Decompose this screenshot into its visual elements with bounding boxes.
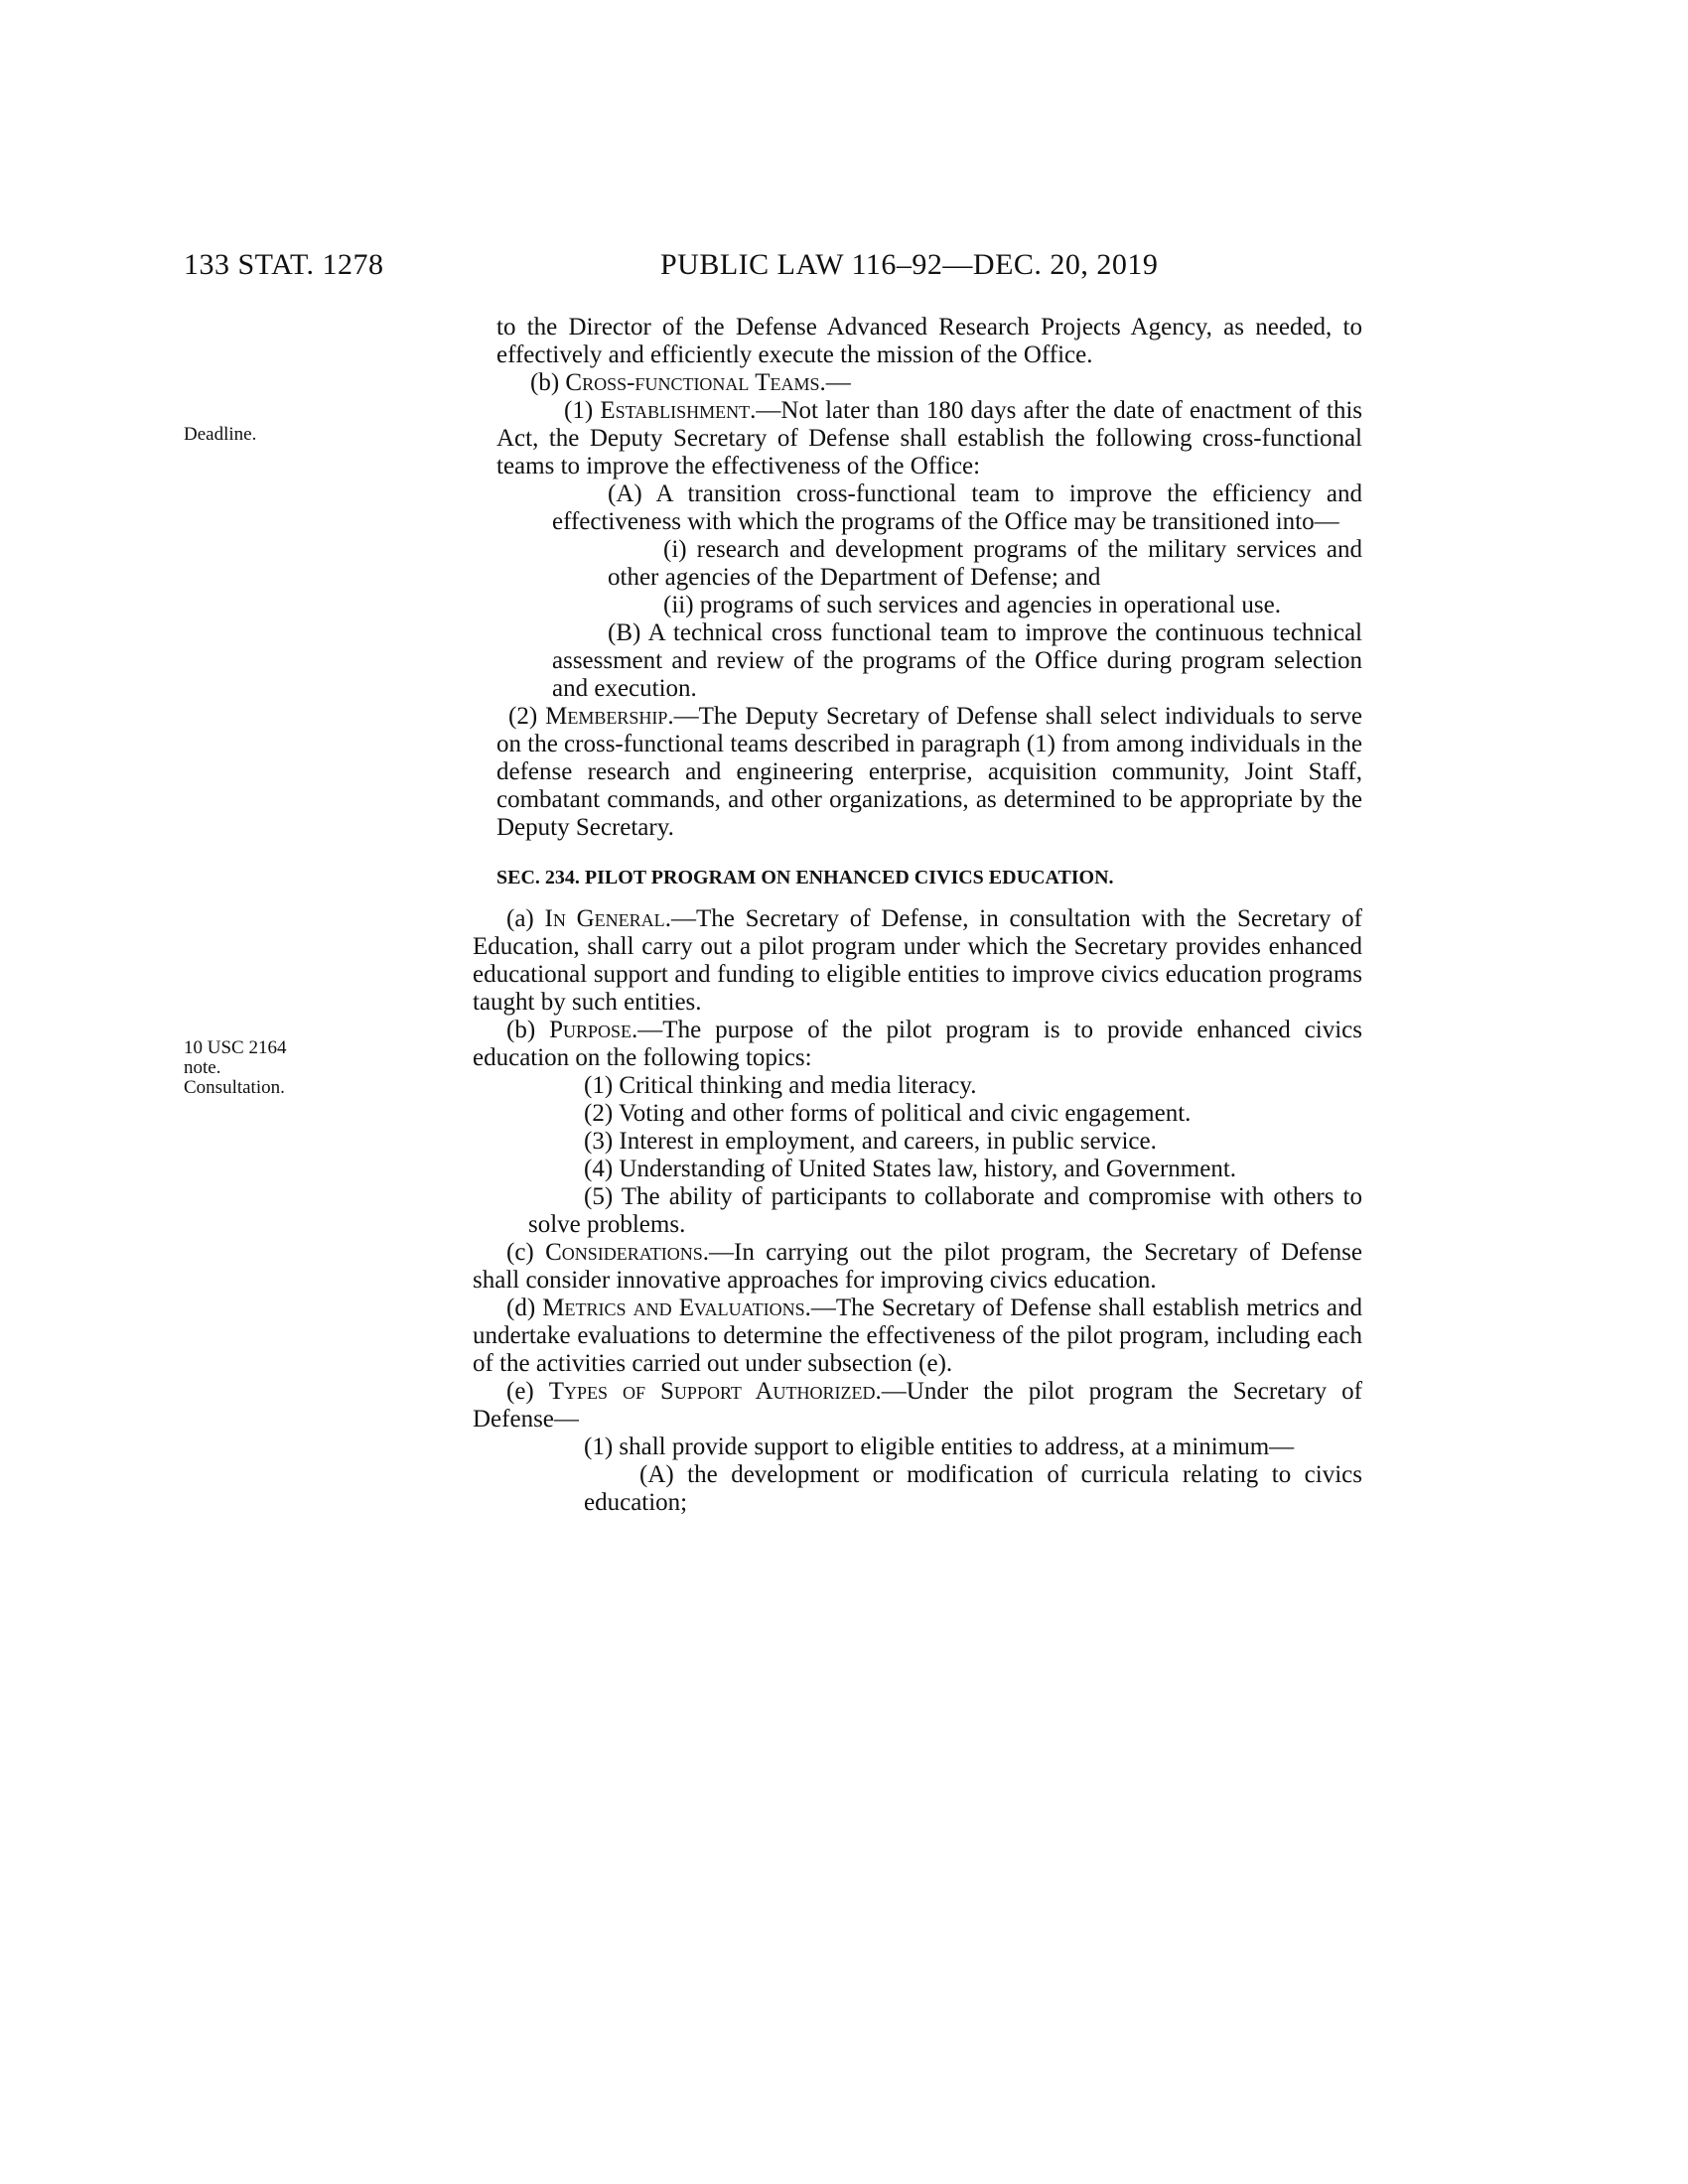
- margin-note-consultation: Consultation.: [184, 1077, 285, 1098]
- body-text: [473, 314, 1363, 1517]
- section-heading: SEC. 234. PILOT PROGRAM ON ENHANCED CIVICS EDUCATION.: [496, 867, 1114, 888]
- b-head-title: Cross-functional Teams: [565, 369, 820, 396]
- b1-prefix: (1): [564, 397, 601, 424]
- margin-note-usc-line2: note.: [184, 1057, 221, 1078]
- b-head-suffix: .—: [819, 369, 851, 396]
- subsection-d: [473, 1295, 1362, 1378]
- section-234-body: [473, 905, 1362, 1517]
- paragraph-b1Ai: (i) research and development programs of the military services and other agencies of the Department of Defense; and: [608, 536, 1362, 591]
- d-prefix: (d): [506, 1295, 543, 1321]
- pb-prefix: (b): [506, 1017, 550, 1043]
- paragraph-b1: [496, 397, 1362, 480]
- topic-1: (1) Critical thinking and media literacy.: [584, 1072, 977, 1099]
- subsection-c: [473, 1239, 1362, 1295]
- b1-title: Establishment: [600, 397, 751, 424]
- paragraph-b2: [496, 703, 1362, 842]
- d-title: Metrics and Evaluations: [542, 1295, 805, 1321]
- margin-note-deadline: Deadline.: [184, 424, 257, 445]
- c-title: Considerations: [545, 1239, 703, 1266]
- paragraph-b1B: (B) A technical cross functional team to improve the continuous technical assessment and review of the programs of the Office during program selection and execution.: [552, 619, 1362, 702]
- a-prefix: (a): [506, 905, 545, 932]
- paragraph-b1Aii: (ii) programs of such services and agencies in operational use.: [663, 592, 1282, 618]
- topic-2: (2) Voting and other forms of political and civic engagement.: [584, 1100, 1192, 1127]
- b1-text: .—Not later than 180 days after the date of enactment of this Act, the Deputy Secretary of Defense shall establish the following cross-functional teams to improve the effectiveness of the Office:: [496, 397, 1362, 479]
- b2-text: .—The Deputy Secretary of Defense shall select individuals to serve on the cross-functional teams described in paragraph (1) from among individuals in the defense research and engineering enterprise, acquisition community, Joint Staff, combatant commands, and other organizations, as determined to be appropriate by the Deputy Secretary.: [496, 703, 1363, 841]
- pb-title: Purpose: [549, 1017, 633, 1043]
- topic-3: (3) Interest in employment, and careers, in public service.: [584, 1128, 1157, 1155]
- e-text: .—Under the pilot program the Secretary of Defense—: [473, 1378, 1362, 1433]
- margin-note-usc-line1: 10 USC 2164: [184, 1037, 287, 1058]
- topic-4: (4) Understanding of United States law, history, and Government.: [584, 1156, 1237, 1182]
- margin-note-usc: [184, 1038, 286, 1098]
- d-text: .—The Secretary of Defense shall establish metrics and undertake evaluations to determine the effectiveness of the pilot program, including each of the activities carried out under subsection (e).: [473, 1295, 1362, 1377]
- subsection-a: [473, 905, 1362, 1017]
- e-title: Types of Support Authorized: [548, 1378, 876, 1405]
- paragraph-b1A: (A) A transition cross-functional team to improve the efficiency and effectiveness with which the programs of the Office may be transitioned into—: [552, 480, 1362, 535]
- running-header: PUBLIC LAW 116–92—DEC. 20, 2019: [660, 248, 1159, 281]
- paragraph-e1: (1) shall provide support to eligible entities to address, at a minimum—: [584, 1433, 1295, 1460]
- stat-page-number: 133 STAT. 1278: [184, 248, 384, 281]
- c-text: .—In carrying out the pilot program, the Secretary of Defense shall consider innovative approaches for improving civics education.: [473, 1239, 1362, 1294]
- b2-prefix: (2): [508, 703, 546, 730]
- subsection-e: [473, 1378, 1362, 1433]
- a-title: In General: [544, 905, 665, 932]
- paragraph-continuation: to the Director of the Defense Advanced Research Projects Agency, as needed, to effectively and efficiently execute the mission of the Office.: [496, 314, 1362, 368]
- b-head-prefix: (b): [530, 369, 566, 396]
- subsection-b: [473, 1017, 1362, 1072]
- topic-5: (5) The ability of participants to collaborate and compromise with others to solve problems.: [528, 1183, 1362, 1238]
- e-prefix: (e): [506, 1378, 549, 1405]
- b2-title: Membership: [545, 703, 668, 730]
- paragraph-e1A: (A) the development or modification of curricula relating to civics education;: [584, 1461, 1362, 1516]
- subsection-b-heading: [496, 369, 1362, 397]
- pb-text: .—The purpose of the pilot program is to provide enhanced civics education on the following topics:: [473, 1017, 1362, 1071]
- c-prefix: (c): [506, 1239, 546, 1266]
- a-text: .—The Secretary of Defense, in consultation with the Secretary of Education, shall carry out a pilot program under which the Secretary provides enhanced educational support and funding to eligible entities to improve civics education programs taught by such entities.: [473, 905, 1363, 1016]
